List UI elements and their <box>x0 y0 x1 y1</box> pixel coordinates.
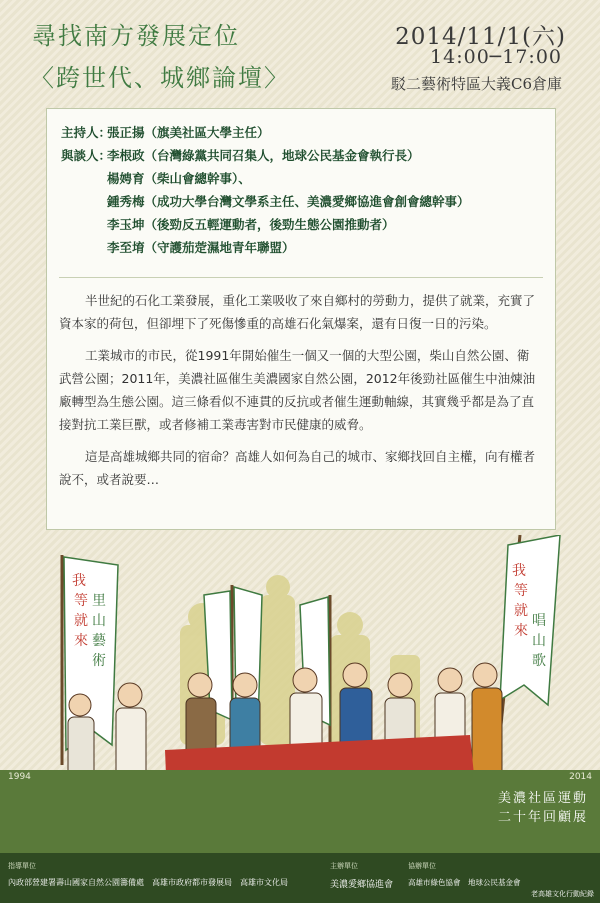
panelist: 李至堉（守護茄萣濕地青年聯盟） <box>107 240 295 255</box>
svg-text:等: 等 <box>74 593 88 609</box>
svg-text:唱: 唱 <box>532 613 546 629</box>
description <box>59 289 541 500</box>
series-title-line1: 美濃社區運動 <box>497 791 588 806</box>
svg-text:我: 我 <box>72 573 86 589</box>
paragraph: 半世紀的石化工業發展，重化工業吸收了來自鄉村的勞動力，提供了就業，充實了資本家的荷包，但卻埋下了死傷慘重的高雄石化氣爆案，還有日復一日的污染。 <box>59 293 536 331</box>
panelist-row <box>61 144 545 167</box>
svg-text:術: 術 <box>92 653 106 669</box>
co-organizer-label: 協辦單位 <box>408 862 436 870</box>
speaker-list <box>61 121 545 259</box>
year-end: 2014 <box>569 772 592 782</box>
host-label: 主持人： <box>61 125 112 140</box>
year-start: 1994 <box>8 772 31 782</box>
organizer-label: 主辦單位 <box>330 862 358 870</box>
svg-text:就: 就 <box>74 613 88 629</box>
panelist: 李根政（台灣綠黨共同召集人，地球公民基金會執行長） <box>107 148 420 163</box>
svg-text:藝: 藝 <box>92 633 106 649</box>
svg-text:等: 等 <box>514 583 528 599</box>
panelist: 鍾秀梅（成功大學台灣文學系主任、美濃愛鄉協進會創會總幹事） <box>107 194 470 209</box>
event-date: 2014/11/1(六) <box>395 24 566 50</box>
svg-text:歌: 歌 <box>532 653 546 669</box>
panelist: 楊娉育（柴山會總幹事）、 <box>107 171 251 186</box>
paragraph: 這是高雄城鄉共同的宿命？高雄人如何為自己的城市、家鄉找回自主權，向有權者說不，或者說要… <box>59 449 536 487</box>
host-name: 張正揚（旗美社區大學主任） <box>107 125 270 140</box>
svg-text:我: 我 <box>512 563 526 579</box>
series-title-line2: 二十年回顧展 <box>497 810 588 825</box>
title-line1: 尋找南方發展定位 <box>32 22 240 50</box>
svg-text:來: 來 <box>74 633 88 649</box>
host-row <box>61 121 545 144</box>
co-organizers: 高雄市綠色協會 地球公民基金會 <box>408 878 521 887</box>
svg-text:就: 就 <box>514 603 528 619</box>
event-time: 14:00─17:00 <box>430 46 562 68</box>
sponsor-footer <box>0 853 600 903</box>
panel-label: 與談人： <box>61 148 112 163</box>
organizer: 美濃愛鄉協進會 <box>330 880 394 890</box>
panel-divider <box>59 277 543 278</box>
paragraph: 工業城市的市民，從1991年開始催生一個又一個的大型公園，柴山自然公園、衛武營公園；2011年，美濃社區催生美濃國家自然公園，2012年後勁社區催生中油煉油廠轉型為生態公園。這三條看似不連貫的反抗或者催生運動軸線，其實幾乎都是為了直接對抗工業巨獸，或者修補工業毒害對市民健康的威脅。 <box>59 348 536 432</box>
guide-label: 指導單位 <box>8 862 36 870</box>
series-note: 老高雄文化行動紀錄 <box>531 890 594 898</box>
info-panel <box>46 108 556 530</box>
svg-text:山: 山 <box>92 613 106 629</box>
svg-text:山: 山 <box>532 633 546 649</box>
guide-units: 內政部營建署壽山國家自然公園籌備處 高雄市政府都市發展局 高雄市文化局 <box>8 878 288 887</box>
panelist-row <box>61 190 545 213</box>
panelist: 李玉坤（後勁反五輕運動者，後勁生態公園推動者） <box>107 217 395 232</box>
event-venue: 駁二藝術特區大義C6倉庫 <box>390 75 562 93</box>
svg-text:里: 里 <box>92 593 106 609</box>
title-line2: 〈跨世代、城鄉論壇〉 <box>30 64 290 92</box>
panelist-row <box>61 167 545 190</box>
panelist-row <box>61 213 545 236</box>
svg-text:來: 來 <box>514 623 528 639</box>
panelist-row <box>61 236 545 259</box>
